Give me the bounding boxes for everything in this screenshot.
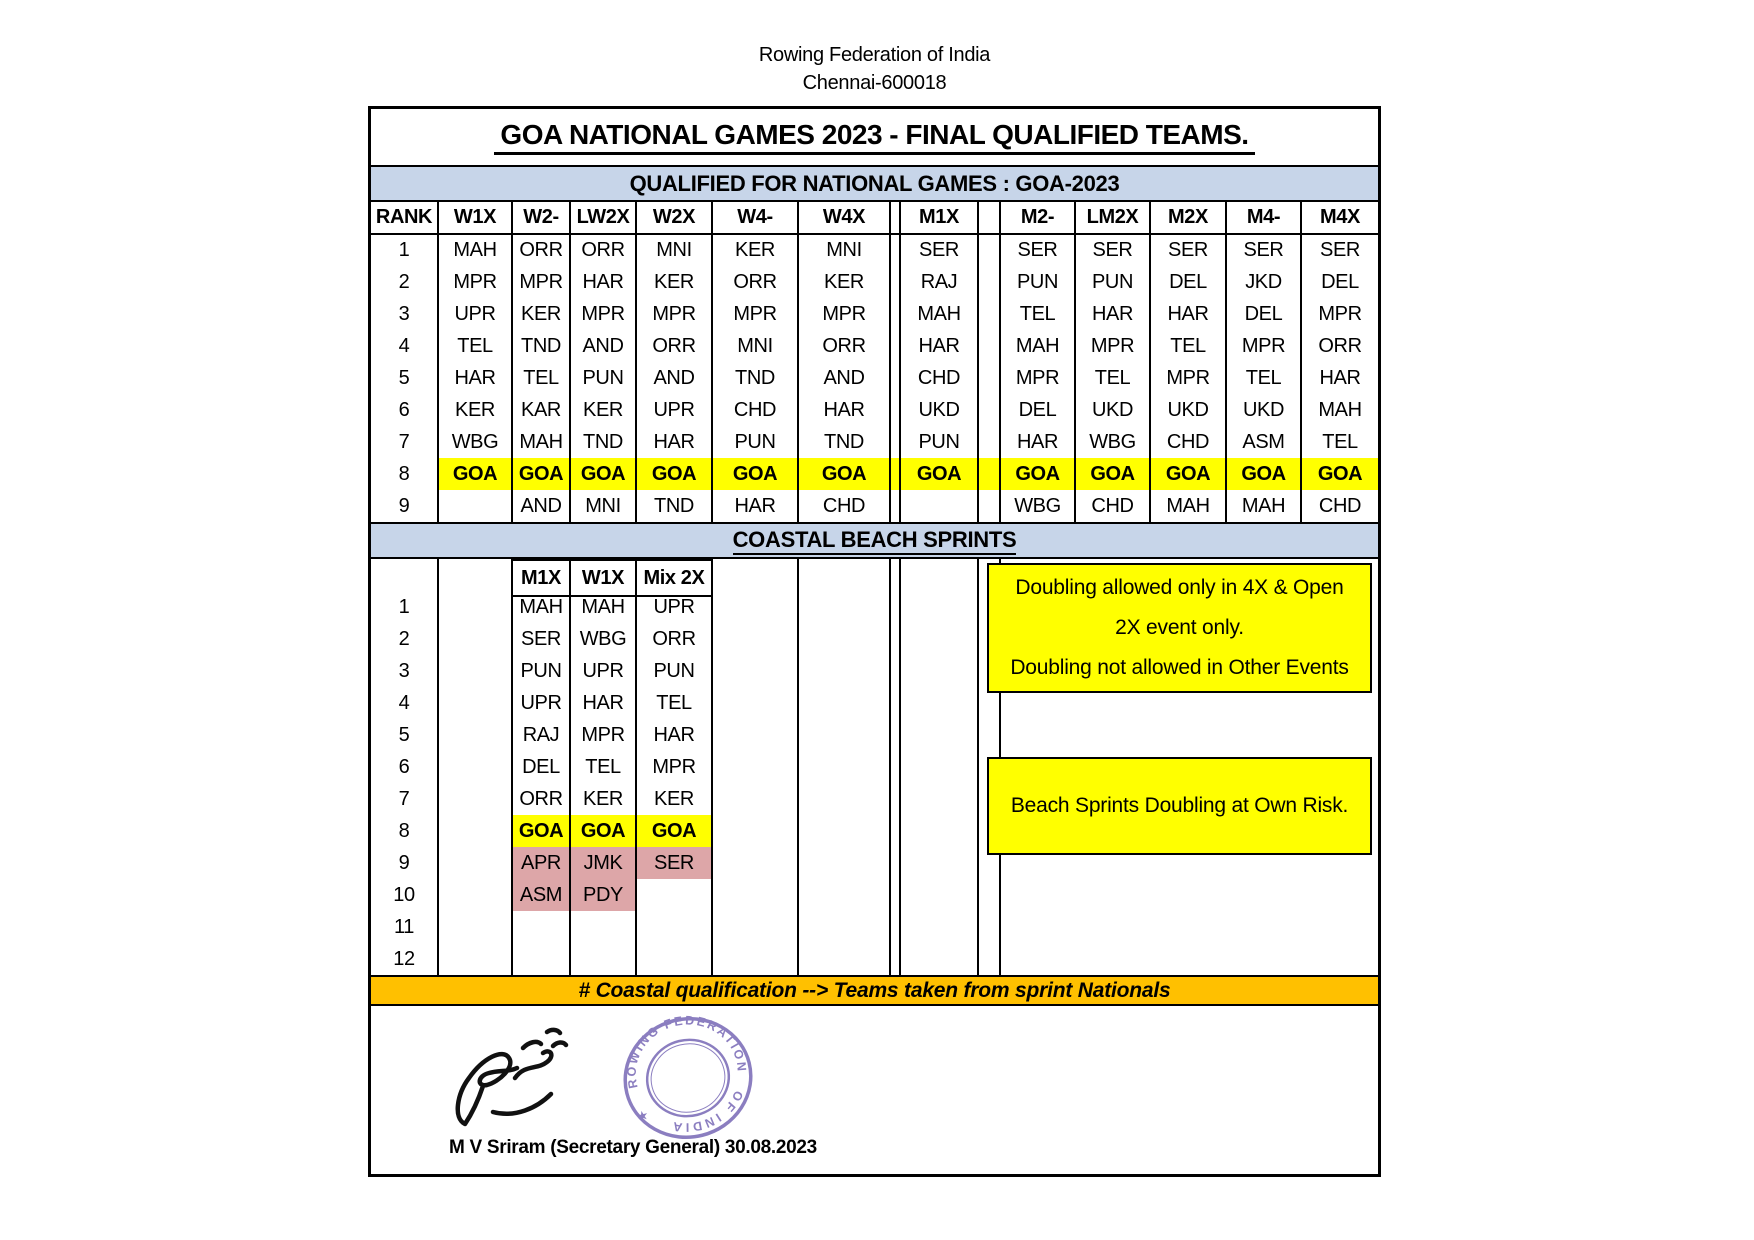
team-cell: GOA [1302, 458, 1378, 490]
spacer-cell [979, 879, 1001, 911]
spacer-cell [891, 458, 901, 490]
stamp-text-bottom: OF INDIA [669, 1088, 746, 1135]
empty-cell [901, 687, 979, 719]
coastal-team-cell [571, 911, 637, 943]
team-cell: TEL [1227, 362, 1302, 394]
rank-cell: 6 [371, 394, 439, 426]
column-header-w4-: W4- [713, 202, 799, 235]
coastal-team-cell: RAJ [513, 719, 571, 751]
empty-cell [713, 719, 799, 751]
team-cell: MAH [439, 234, 513, 266]
empty-cell [901, 879, 979, 911]
team-cell: KER [637, 266, 713, 298]
team-cell: HAR [1001, 426, 1076, 458]
team-cell: MAH [513, 426, 571, 458]
team-cell: MNI [637, 234, 713, 266]
team-cell: HAR [713, 490, 799, 522]
spacer-cell [891, 298, 901, 330]
team-cell: UPR [439, 298, 513, 330]
empty-cell [439, 783, 513, 815]
spacer-cell [891, 719, 901, 751]
spacer-cell [979, 330, 1001, 362]
empty-cell [713, 687, 799, 719]
spacer-cell [979, 266, 1001, 298]
coastal-band-label: COASTAL BEACH SPRINTS [733, 527, 1017, 555]
team-cell [439, 490, 513, 522]
rank-cell: 9 [371, 490, 439, 522]
spacer-cell [891, 266, 901, 298]
rank-cell: 4 [371, 330, 439, 362]
team-cell: GOA [637, 458, 713, 490]
empty-cell [439, 943, 513, 975]
team-cell: MAH [901, 298, 979, 330]
team-cell: MPR [439, 266, 513, 298]
qualified-band [371, 167, 1378, 202]
spacer-cell [979, 362, 1001, 394]
coastal-rank-cell: 7 [371, 783, 439, 815]
coastal-team-cell: JMK [571, 847, 637, 879]
empty-cell [713, 591, 799, 623]
empty-cell [439, 911, 513, 943]
spacer-cell [979, 490, 1001, 522]
team-cell: TEL [1076, 362, 1151, 394]
spacer-cell [979, 426, 1001, 458]
team-cell: ORR [1318, 334, 1362, 357]
stamp-star-icon: ★ [635, 1106, 651, 1125]
spacer-cell [891, 362, 901, 394]
team-cell: TEL [513, 362, 571, 394]
coastal-team-cell: APR [513, 847, 571, 879]
team-cell: TEL [1322, 430, 1358, 453]
spacer-cell [891, 330, 901, 362]
team-cell: PUN [1001, 266, 1076, 298]
coastal-team-cell: ASM [513, 879, 571, 911]
team-cell: TND [571, 426, 637, 458]
spacer-cell [891, 234, 901, 266]
team-cell [901, 490, 979, 522]
team-cell: SER [901, 234, 979, 266]
team-cell: ORR [571, 234, 637, 266]
team-cell: TND [637, 490, 713, 522]
team-cell: SER [1151, 234, 1227, 266]
team-cell: MPR [1076, 330, 1151, 362]
team-cell: SER [1001, 234, 1076, 266]
coastal-team-cell: PUN [637, 655, 713, 687]
coastal-column-header-mix-2x: Mix 2X [637, 559, 713, 597]
rank-cell: 2 [371, 266, 439, 298]
team-cell: HAR [1076, 298, 1151, 330]
column-header-lm2x: LM2X [1076, 202, 1151, 235]
spacer-cell [891, 687, 901, 719]
team-cell: MPR [1151, 362, 1227, 394]
coastal-team-cell: UPR [513, 687, 571, 719]
empty-cell [901, 623, 979, 655]
coastal-team-cell: DEL [513, 751, 571, 783]
column-header-m4-: M4- [1227, 202, 1302, 235]
empty-cell [439, 751, 513, 783]
qualified-band-label: QUALIFIED FOR NATIONAL GAMES : GOA-2023 [629, 170, 1120, 196]
spacer-cell [979, 458, 1001, 490]
team-cell: UKD [1076, 394, 1151, 426]
team-cell: TEL [1151, 330, 1227, 362]
rank-cell: 1 [371, 234, 439, 266]
spacer-cell [891, 815, 901, 847]
empty-cell [799, 815, 891, 847]
team-cell: AND [637, 362, 713, 394]
team-cell: MNI [571, 490, 637, 522]
team-cell: MNI [799, 234, 891, 266]
spacer-cell [891, 847, 901, 879]
coastal-team-cell [637, 911, 713, 943]
team-cell: DEL [1151, 266, 1227, 298]
team-cell: SER [1227, 234, 1302, 266]
team-cell: SER [1320, 238, 1360, 261]
team-cell: GOA [439, 458, 513, 490]
team-cell: MPR [1227, 330, 1302, 362]
coastal-qualification-note: # Coastal qualification --> Teams taken from sprint Nationals [578, 978, 1171, 1002]
rank-cell: 5 [371, 362, 439, 394]
empty-cell [901, 815, 979, 847]
empty-cell [799, 591, 891, 623]
team-cell: MAH [1227, 490, 1302, 522]
coastal-rank-cell: 3 [371, 655, 439, 687]
team-cell: WBG [439, 426, 513, 458]
org-name: Rowing Federation of India [758, 44, 991, 66]
coastal-team-cell: GOA [513, 815, 571, 847]
empty-cell [799, 879, 891, 911]
rank-cell: 8 [371, 458, 439, 490]
team-cell: MAH [1151, 490, 1227, 522]
coastal-team-cell [637, 879, 713, 911]
coastal-team-cell: MAH [571, 591, 637, 623]
spacer-cell [891, 879, 901, 911]
empty-cell [901, 847, 979, 879]
team-cell: GOA [1227, 458, 1302, 490]
empty-cell [901, 655, 979, 687]
empty-cell [439, 623, 513, 655]
team-cell: MPR [799, 298, 891, 330]
sheet-title-row [371, 109, 1378, 167]
rank-header: RANK [371, 202, 439, 235]
page-title: GOA NATIONAL GAMES 2023 - FINAL QUALIFIED TEAMS. [494, 119, 1254, 155]
coastal-team-cell [513, 911, 571, 943]
empty-cell [901, 719, 979, 751]
team-cell: DEL [1001, 394, 1076, 426]
spacer-cell [891, 783, 901, 815]
spacer-cell [979, 943, 1001, 975]
coastal-team-cell [571, 943, 637, 975]
column-header-lw2x: LW2X [571, 202, 637, 235]
column-header-m2x: M2X [1151, 202, 1227, 235]
coastal-team-cell: PUN [513, 655, 571, 687]
spacer-cell [979, 234, 1001, 266]
team-cell: MAH [1318, 398, 1362, 421]
team-cell: JKD [1227, 266, 1302, 298]
coastal-team-cell: WBG [571, 623, 637, 655]
team-cell: KER [439, 394, 513, 426]
team-cell: GOA [1076, 458, 1151, 490]
team-cell: ORR [799, 330, 891, 362]
empty-cell [439, 847, 513, 879]
team-cell: PUN [713, 426, 799, 458]
team-cell: MPR [637, 298, 713, 330]
spacer-cell [891, 751, 901, 783]
empty-cell [713, 783, 799, 815]
spacer-cell [891, 426, 901, 458]
beach-risk-text: Beach Sprints Doubling at Own Risk. [1010, 794, 1349, 817]
column-header-m4x: M4X [1302, 202, 1378, 235]
empty-cell [439, 719, 513, 751]
empty-cell [713, 751, 799, 783]
coastal-team-cell: HAR [571, 687, 637, 719]
team-cell: WBG [1076, 426, 1151, 458]
team-cell: AND [799, 362, 891, 394]
empty-cell [799, 751, 891, 783]
team-cell: KER [571, 394, 637, 426]
team-cell: PUN [1076, 266, 1151, 298]
coastal-team-cell: SER [513, 623, 571, 655]
column-header-m2-: M2- [1001, 202, 1076, 235]
team-cell: DEL [1321, 270, 1359, 293]
signature-scribble [449, 1020, 609, 1135]
coastal-team-cell: MPR [571, 719, 637, 751]
coastal-team-cell: KER [637, 783, 713, 815]
team-cell: ORR [637, 330, 713, 362]
empty-cell [799, 943, 891, 975]
coastal-team-cell: GOA [571, 815, 637, 847]
empty-cell [713, 879, 799, 911]
team-cell: CHD [1151, 426, 1227, 458]
team-cell: KER [713, 234, 799, 266]
empty-cell [713, 655, 799, 687]
coastal-team-cell [637, 943, 713, 975]
team-cell: HAR [571, 266, 637, 298]
team-cell: UKD [901, 394, 979, 426]
team-cell: GOA [901, 458, 979, 490]
empty-cell [799, 719, 891, 751]
team-cell: UPR [637, 394, 713, 426]
empty-cell [901, 783, 979, 815]
empty-cell [439, 879, 513, 911]
team-cell: RAJ [901, 266, 979, 298]
spacer-cell [891, 655, 901, 687]
team-cell: HAR [1319, 366, 1361, 389]
team-cell: TND [513, 330, 571, 362]
empty-cell [713, 911, 799, 943]
coastal-team-cell: ORR [513, 783, 571, 815]
column-header-w1x: W1X [439, 202, 513, 235]
coastal-band [371, 522, 1378, 559]
team-cell: GOA [513, 458, 571, 490]
spacer-cell [891, 394, 901, 426]
spacer-cell [891, 623, 901, 655]
empty-cell [713, 623, 799, 655]
team-cell: CHD [1318, 494, 1362, 517]
coastal-team-cell: MPR [637, 751, 713, 783]
team-cell: HAR [637, 426, 713, 458]
empty-cell [799, 655, 891, 687]
beach-risk-note [987, 757, 1372, 855]
team-cell: MPR [1001, 362, 1076, 394]
spacer-cell [979, 911, 1001, 943]
coastal-rank-cell: 2 [371, 623, 439, 655]
empty-cell [799, 783, 891, 815]
empty-cell [901, 911, 979, 943]
team-cell: MPR [513, 266, 571, 298]
federation-stamp [617, 1012, 759, 1144]
empty-cell [713, 943, 799, 975]
spacer-cell [891, 943, 901, 975]
team-cell: TEL [439, 330, 513, 362]
signatory-name: M V Sriram (Secretary General) 30.08.2023 [449, 1137, 817, 1158]
empty-cell [799, 623, 891, 655]
team-cell: WBG [1001, 490, 1076, 522]
coastal-rank-cell: 5 [371, 719, 439, 751]
team-cell: MAH [1001, 330, 1076, 362]
coastal-team-cell: SER [637, 847, 713, 879]
doubling-rule-text-2: Doubling not allowed in Other Events [1010, 656, 1349, 679]
coastal-rank-cell: 10 [371, 879, 439, 911]
team-cell: HAR [799, 394, 891, 426]
team-cell: GOA [713, 458, 799, 490]
column-header-w4x: W4X [799, 202, 891, 235]
team-cell: CHD [799, 490, 891, 522]
coastal-rank-cell: 6 [371, 751, 439, 783]
coastal-team-cell: UPR [637, 591, 713, 623]
spacer-cell [979, 202, 1001, 235]
coastal-rank-cell: 8 [371, 815, 439, 847]
spacer-cell [891, 591, 901, 623]
team-cell: KAR [513, 394, 571, 426]
team-cell: HAR [1151, 298, 1227, 330]
column-header-w2-: W2- [513, 202, 571, 235]
empty-cell [439, 655, 513, 687]
coastal-team-cell: HAR [637, 719, 713, 751]
coastal-rank-cell: 11 [371, 911, 439, 943]
team-cell: ORR [513, 234, 571, 266]
team-cell: AND [571, 330, 637, 362]
team-cell: GOA [799, 458, 891, 490]
coastal-team-cell: TEL [571, 751, 637, 783]
column-header-w2x: W2X [637, 202, 713, 235]
coastal-qualification-note-bar [371, 975, 1378, 1006]
doubling-rule-text: Doubling allowed only in 4X & Open 2X event only. [1015, 576, 1344, 639]
signature-block [371, 1006, 1378, 1165]
coastal-team-cell: UPR [571, 655, 637, 687]
empty-cell [901, 943, 979, 975]
spacer-cell [979, 394, 1001, 426]
coastal-team-cell: ORR [637, 623, 713, 655]
team-cell: GOA [1001, 458, 1076, 490]
team-cell: UKD [1227, 394, 1302, 426]
team-cell: TND [799, 426, 891, 458]
coastal-rank-cell: 1 [371, 591, 439, 623]
team-cell: CHD [713, 394, 799, 426]
coastal-rank-cell: 12 [371, 943, 439, 975]
empty-cell [713, 847, 799, 879]
org-city: Chennai-600018 [802, 72, 947, 94]
sprint-results-table [371, 202, 1378, 522]
doubling-rule-note [987, 563, 1372, 693]
team-cell: SER [1076, 234, 1151, 266]
team-cell: CHD [901, 362, 979, 394]
spacer-cell [891, 202, 901, 235]
team-cell: GOA [1151, 458, 1227, 490]
team-cell: UKD [1151, 394, 1227, 426]
empty-cell [901, 591, 979, 623]
team-cell: MPR [1318, 302, 1362, 325]
team-cell: HAR [901, 330, 979, 362]
team-cell: PUN [901, 426, 979, 458]
team-cell: MPR [713, 298, 799, 330]
team-cell: MPR [571, 298, 637, 330]
stamp-text-top: ROWING FEDERATION [624, 1013, 749, 1090]
qualification-sheet [368, 106, 1381, 1177]
empty-cell [799, 687, 891, 719]
spacer-cell [891, 490, 901, 522]
spacer-cell [979, 298, 1001, 330]
column-header-m1x: M1X [901, 202, 979, 235]
spacer-cell [891, 911, 901, 943]
empty-cell [713, 815, 799, 847]
coastal-team-cell: PDY [571, 879, 637, 911]
empty-cell [799, 911, 891, 943]
team-cell: DEL [1227, 298, 1302, 330]
coastal-rank-cell: 9 [371, 847, 439, 879]
team-cell: AND [513, 490, 571, 522]
coastal-column-header-w1x: W1X [571, 559, 637, 597]
coastal-team-cell: MAH [513, 591, 571, 623]
coastal-team-cell: KER [571, 783, 637, 815]
empty-cell [799, 847, 891, 879]
team-cell: ASM [1227, 426, 1302, 458]
team-cell: TEL [1001, 298, 1076, 330]
team-cell: HAR [439, 362, 513, 394]
empty-cell [901, 751, 979, 783]
empty-cell [439, 591, 513, 623]
team-cell: KER [513, 298, 571, 330]
team-cell: KER [799, 266, 891, 298]
coastal-rank-cell: 4 [371, 687, 439, 719]
team-cell: ORR [713, 266, 799, 298]
team-cell: MNI [713, 330, 799, 362]
coastal-team-cell: TEL [637, 687, 713, 719]
team-cell: PUN [571, 362, 637, 394]
team-cell: CHD [1076, 490, 1151, 522]
coastal-team-cell: GOA [637, 815, 713, 847]
team-cell: GOA [571, 458, 637, 490]
coastal-column-header-m1x: M1X [513, 559, 571, 597]
rank-cell: 7 [371, 426, 439, 458]
rank-cell: 3 [371, 298, 439, 330]
coastal-team-cell [513, 943, 571, 975]
team-cell: TND [713, 362, 799, 394]
empty-cell [439, 815, 513, 847]
empty-cell [439, 687, 513, 719]
spacer-cell [979, 719, 1001, 751]
